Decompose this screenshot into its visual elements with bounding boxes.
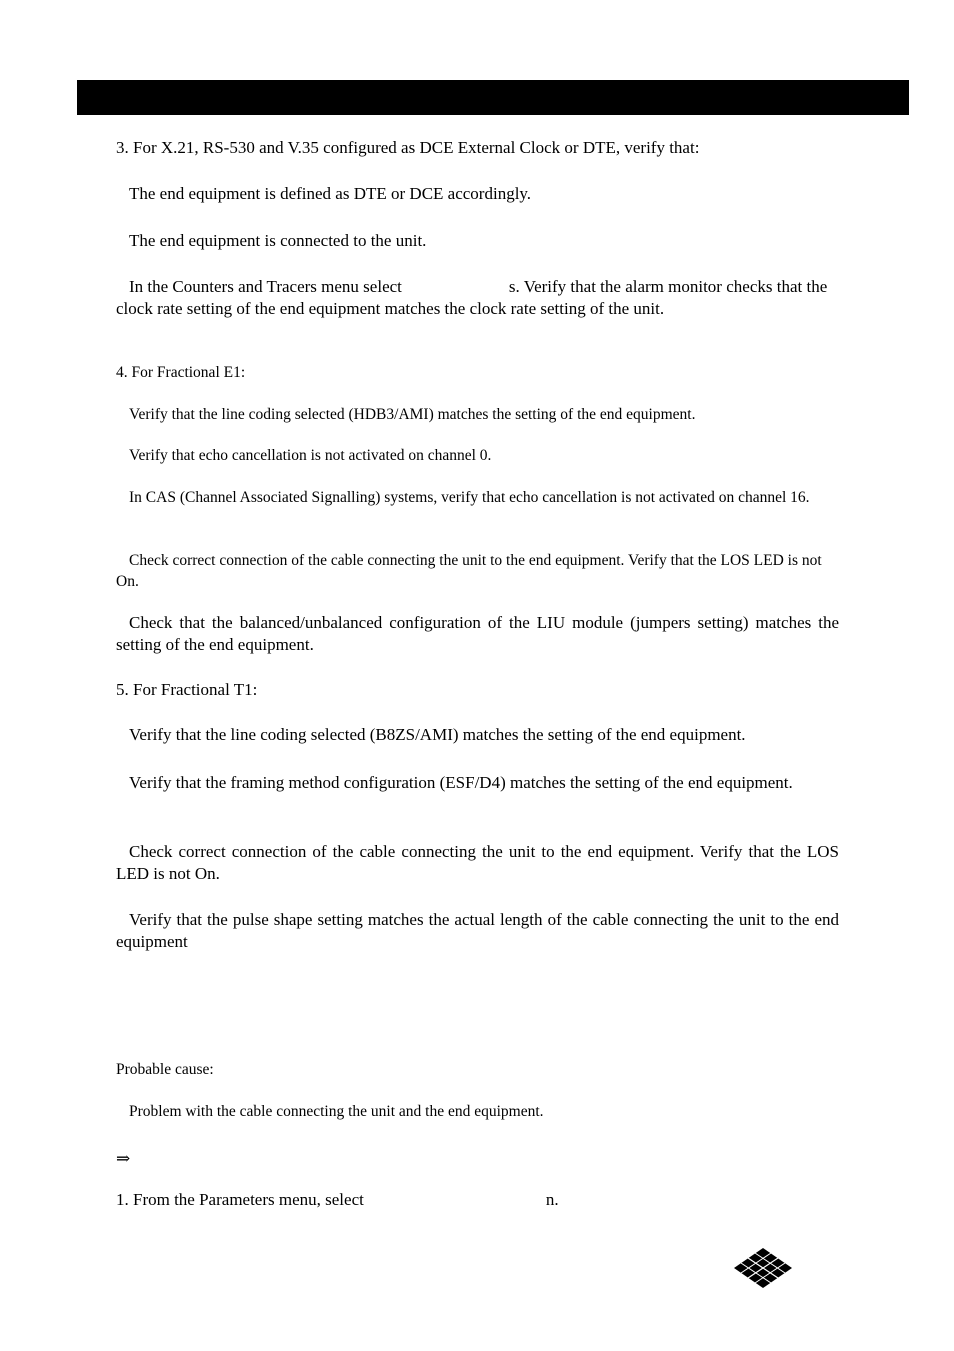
probable-cause-label: Probable cause: — [116, 1061, 214, 1078]
section-5-item-1: Verify that the line coding selected (B8ZS/AMI) matches the setting of the end equipment. — [129, 725, 746, 744]
section-5-item-3: Check correct connection of the cable connecting the unit to the end equipment. Verify that the LOS LED is not On. — [116, 842, 839, 883]
header-bar — [77, 80, 909, 115]
section-3-item-2: The end equipment is connected to the unit. — [129, 231, 427, 250]
section-4-heading: 4. For Fractional E1: — [116, 364, 246, 381]
section-3-heading: 3. For X.21, RS-530 and V.35 configured as DCE External Clock or DTE, verify that: — [116, 138, 700, 157]
diamond-logo-icon — [733, 1247, 793, 1289]
probable-cause-item: Problem with the cable connecting the unit and the end equipment. — [129, 1103, 544, 1120]
section-5-heading: 5. For Fractional T1: — [116, 680, 258, 699]
section-5-item-2: Verify that the framing method configuration (ESF/D4) matches the setting of the end equipment. — [129, 773, 793, 792]
section-3-item-3: In the Counters and Tracers menu select s. Verify that the alarm monitor checks that the clock rate setting of the end equipment matches the clock rate setting of the unit. — [116, 277, 828, 318]
section-4-item-3: In CAS (Channel Associated Signalling) systems, verify that echo cancellation is not activated on channel 16. — [129, 489, 810, 506]
step-1: 1. From the Parameters menu, select n. — [116, 1190, 559, 1209]
section-4-item-1: Verify that the line coding selected (HDB3/AMI) matches the setting of the end equipment. — [129, 406, 696, 423]
section-4-item-5: Check that the balanced/unbalanced configuration of the LIU module (jumpers setting) matches the setting of the end equipment. — [116, 613, 839, 654]
section-4-item-2: Verify that echo cancellation is not activated on channel 0. — [129, 447, 492, 464]
section-3-item-1: The end equipment is defined as DTE or DCE accordingly. — [129, 184, 532, 203]
section-4-item-4: Check correct connection of the cable connecting the unit to the end equipment. Verify that the LOS LED is not On. — [116, 552, 822, 590]
section-5-item-4: Verify that the pulse shape setting matches the actual length of the cable connecting the unit to the end equipment — [116, 910, 839, 951]
arrow-symbol: ⇒ — [116, 1149, 131, 1168]
